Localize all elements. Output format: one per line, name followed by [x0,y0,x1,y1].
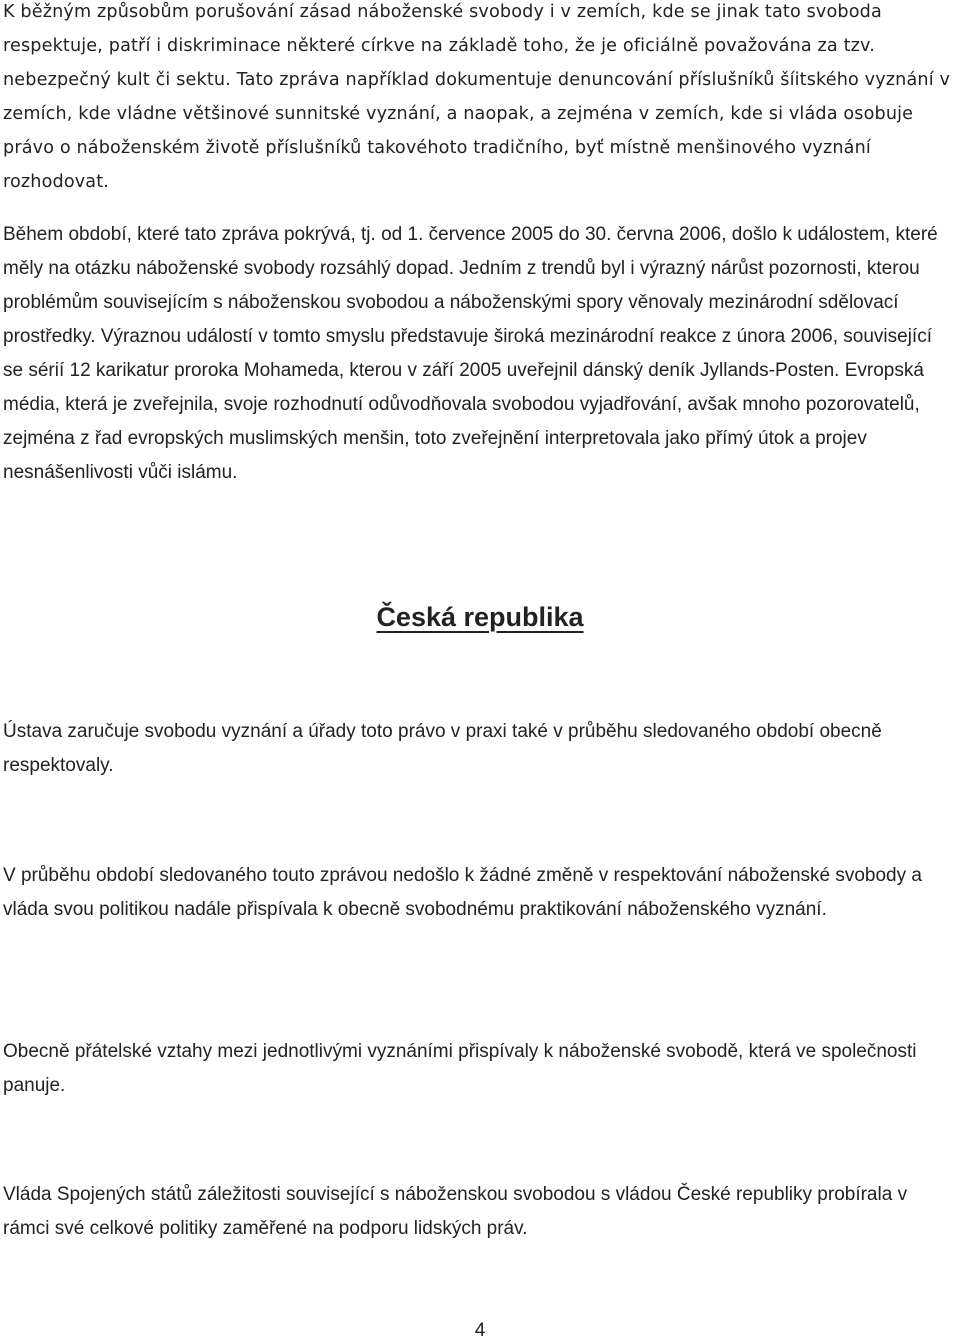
section-paragraph-relations: Obecně přátelské vztahy mezi jednotlivými vyznáními přispívaly k náboženské svobodě, která ve společnosti panuje. [3,1041,917,1096]
period-paragraph: Během období, které tato zpráva pokrývá, tj. od 1. července 2005 do 30. června 2006, došlo k událostem, které měly na otázku náboženské svobody rozsáhlý dopad. Jedním z trendů byl i výrazný nárůst pozornosti, kterou problémům souvisejícím s náboženskou svobodou a náboženskými spory věnovaly mezinárodní sdělovací prostředky. Výraznou událostí v tomto smyslu představuje široká mezinárodní reakce z února 2006, související se sérií 12 karikatur proroka Mohameda, kterou v září 2005 uveřejnil dánský deník Jyllands-Posten. Evropská média, která je zveřejnila, svoje rozhodnutí odůvodňovala svobodou vyjadřování, avšak mnoho pozorovatelů, zejména z řad evropských muslimských menšin, toto zveřejnění interpretovala jako přímý útok a projev nesnášenlivosti vůči islámu. [3,224,938,483]
page-number: 4 [474,1320,486,1341]
section-paragraph-us-government: Vláda Spojených států záležitosti související s náboženskou svobodou s vládou České republiky probírala v rámci své celkové politiky zaměřené na podporu lidských práv. [3,1184,908,1239]
intro-paragraph: K běžným způsobům porušování zásad náboženské svobody i v zemích, kde se jinak tato svoboda respektuje, patří i diskriminace některé církve na základě toho, že je oficiálně považována za tzv. nebezpečný kult či sektu. Tato zpráva například dokumentuje denuncování příslušníků šíitského vyznání v zemích, kde vládne většinové sunnitské vyznání, a naopak, a zejména v zemích, kde si vláda osobuje právo o náboženském životě příslušníků takovéhoto tradičního, byť místně menšinového vyznání rozhodovat. [3,2,951,192]
section-paragraph-no-change: V průběhu období sledovaného touto zprávou nedošlo k žádné změně v respektování náboženské svobody a vláda svou politikou nadále přispívala k obecně svobodnému praktikování náboženského vyznání. [3,865,922,920]
section-heading: Česká republika [376,602,584,632]
section-paragraph-constitution: Ústava zaručuje svobodu vyznání a úřady toto právo v praxi také v průběhu sledovaného období obecně respektovaly. [3,721,882,776]
